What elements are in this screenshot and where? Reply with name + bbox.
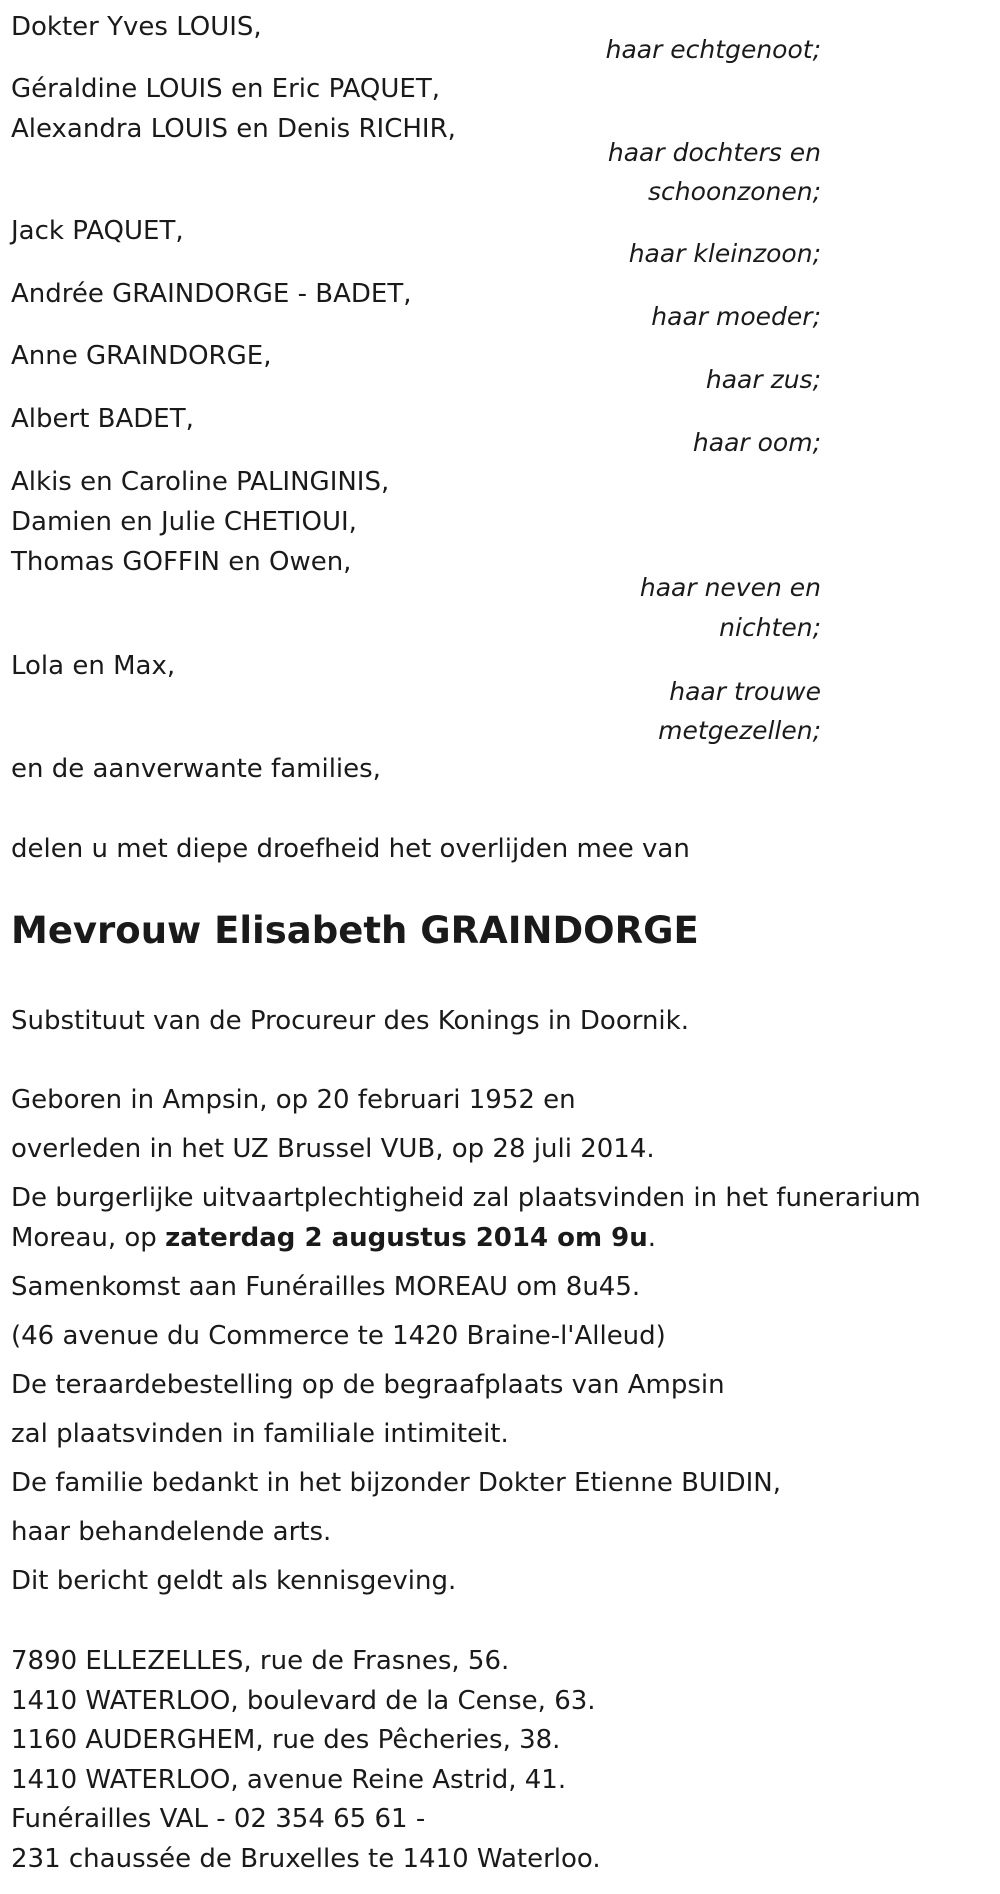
ceremony-date: zaterdag 2 augustus 2014 om 9u xyxy=(165,1223,648,1253)
mourner-relation: haar trouwe xyxy=(669,677,821,706)
address-line: 1410 WATERLOO, boulevard de la Cense, 63. xyxy=(11,1686,596,1716)
thanks-text: De familie bedankt in het bijzonder Dokter Etienne BUIDIN, xyxy=(11,1468,782,1498)
mourner-relation: schoonzonen; xyxy=(648,177,821,206)
thanks-text-2: haar behandelende arts. xyxy=(11,1517,332,1547)
mourner-relation: haar zus; xyxy=(705,365,821,394)
mourner-relation: metgezellen; xyxy=(658,716,821,745)
mourner-name: Jack PAQUET, xyxy=(11,216,184,246)
announcement-text: delen u met diepe droefheid het overlijden mee van xyxy=(11,834,690,864)
address-line: 1160 AUDERGHEM, rue des Pêcheries, 38. xyxy=(11,1725,561,1755)
funeral-home-address: (46 avenue du Commerce te 1420 Braine-l'Alleud) xyxy=(11,1321,666,1351)
ceremony-date-line xyxy=(11,1218,656,1258)
born-text: Geboren in Ampsin, op 20 februari 1952 en xyxy=(11,1085,576,1115)
mourner-name: Lola en Max, xyxy=(11,651,176,681)
meeting-text: Samenkomst aan Funérailles MOREAU om 8u45. xyxy=(11,1272,641,1302)
burial-text: De teraardebestelling op de begraafplaats van Ampsin xyxy=(11,1370,725,1400)
mourner-name: en de aanverwante families, xyxy=(11,754,381,784)
died-text: overleden in het UZ Brussel VUB, op 28 juli 2014. xyxy=(11,1134,655,1164)
mourner-relation: haar dochters en xyxy=(607,138,821,167)
mourner-name: Géraldine LOUIS en Eric PAQUET, xyxy=(11,74,440,104)
function-text: Substituut van de Procureur des Konings in Doornik. xyxy=(11,1006,689,1036)
mourner-relation: haar echtgenoot; xyxy=(605,35,821,64)
deceased-name: Mevrouw Elisabeth GRAINDORGE xyxy=(11,909,699,952)
ceremony-end: . xyxy=(647,1223,657,1253)
mourner-relation: haar neven en xyxy=(639,573,821,602)
address-line: Funérailles VAL - 02 354 65 61 - xyxy=(11,1804,426,1834)
address-line: 1410 WATERLOO, avenue Reine Astrid, 41. xyxy=(11,1765,567,1795)
address-line: 7890 ELLEZELLES, rue de Frasnes, 56. xyxy=(11,1646,510,1676)
mourner-name: Damien en Julie CHETIOUI, xyxy=(11,507,357,537)
mourner-name: Alexandra LOUIS en Denis RICHIR, xyxy=(11,114,456,144)
burial-text-2: zal plaatsvinden in familiale intimiteit. xyxy=(11,1419,509,1449)
mourner-name: Dokter Yves LOUIS, xyxy=(11,12,262,42)
address-line: 231 chaussée de Bruxelles te 1410 Waterloo. xyxy=(11,1844,601,1874)
notice-text: Dit bericht geldt als kennisgeving. xyxy=(11,1566,457,1596)
mourner-relation: nichten; xyxy=(719,613,821,642)
ceremony-text: De burgerlijke uitvaartplechtigheid zal plaatsvinden in het funerarium xyxy=(11,1183,921,1213)
mourner-name: Albert BADET, xyxy=(11,404,194,434)
mourner-name: Anne GRAINDORGE, xyxy=(11,341,272,371)
mourner-relation: haar kleinzoon; xyxy=(628,239,821,268)
ceremony-place: Moreau, op xyxy=(11,1223,166,1253)
mourner-name: Alkis en Caroline PALINGINIS, xyxy=(11,467,390,497)
mourner-relation: haar moeder; xyxy=(651,302,821,331)
mourner-name: Andrée GRAINDORGE - BADET, xyxy=(11,279,412,309)
mourner-name: Thomas GOFFIN en Owen, xyxy=(11,547,352,577)
mourner-relation: haar oom; xyxy=(692,428,821,457)
